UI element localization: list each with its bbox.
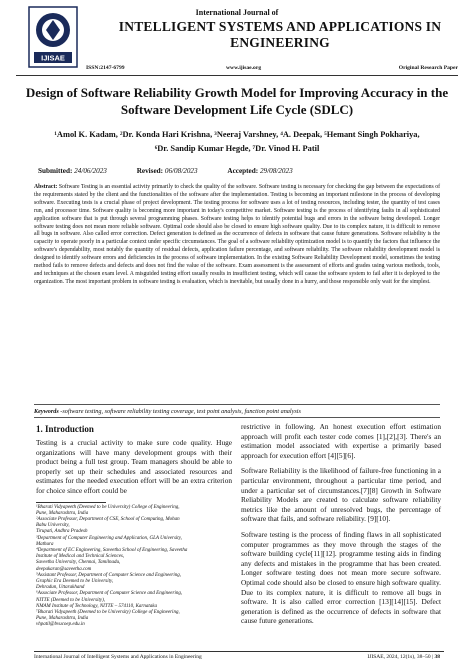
page-number: 38 [434,654,440,660]
affiliation-line: ³Department of Computer Engineering and Application, GLA University, [36,535,182,541]
keywords-text: -software testing, software reliability testing coverage, test point analysis, function point analysis [58,408,301,415]
affiliation-line: NMAM Institute of Technology, NITTE – 574110, Karnataka [36,603,157,609]
intro-paragraph-3: Software Reliability is the likelihood of failure-free functioning in a particular environment, throughout a particular time period, and under a particular set of circumstances.[7][8] Growth in Software Reliability Models are created to calculate software reliability metrics like the amount of unresolved bugs, the percentage of software that fails, and software reliability. [9][10]. [241,466,441,524]
submission-dates [38,167,321,175]
affiliation-line: ⁵Assistant Professor, Department of Computer Science and Engineering, [36,572,182,578]
affiliation-line: ⁴Department of EC Engineering, Saveetha School of Engineering, Saveetha [36,547,188,553]
footer-citation: IJISAE, 2024, 12(1s), 38–50 | 38 [367,654,440,660]
affiliation-line: deepakaran@saveetha.com [36,566,92,572]
affiliation-line: ¹Bharati Vidyapeeth (Deemed to be University) College of Engineering, [36,504,180,510]
accepted-date: Accepted: 29/08/2023 [227,167,293,175]
abstract-text: Software Testing is an essential activity primarily to check the quality of the software. Software testing is necessary for checking the gap between the expectations of the requirements stated by the client and the functionalities of the software after the implementation. Testing is becoming an important milestone in the process of developing software. Executing tests is a crucial phase of project development. The testing process for software uses a lot of testing resources, including tester, the quantity of test cases run, and processor time. Software quality is becoming more important in today's competitive market. Software testing is the process of identifying faults in all sophisticated application software that is put through several programming phases. Software testing helps to identify potential bugs and errors in the software being developed. Longer software testing does not mean more reliable software. Optimal code should also be closed to ensure high software quality. Due to its complex nature, it is difficult to remove all bugs in software. Also called error correction. Defect generation is defined as the occurrence of defects in software that cause future generations. Software reliability is the capacity to operate poorly in a particular context under specific circumstances. The goal of a software reliability optimization model is to quantify the factors that influence the software's dependability, most notably the quantity of residual defects, application failure percentage, and software reliability. The software reliability development model is designed to identify software errors and deficiencies in the process of software implementation. In the existing Software Reliability Development model, sometimes the testing method fails to remove defects and defects and does not find the value of the software. Exam assessment is the assessment of efforts and grades using various methods, tools, and techniques at the chosen exam level. A misguided testing effort usually results in insufficient testing, which will cause the software system to fail after it is deployed to the organization. The most important problem in software testing is evaluation, which is inevitable, but usually done in a hurry, and those responsible only wait for the simplest. [34,184,440,285]
intro-paragraph-1: Testing is a crucial activity to make sure code quality. Huge organizations will have many development groups with their product being a full test group. Team managers should be able to properly set up their schedules and associated resources and estimates for the needed execution effort will be an extra criterion for choice since effort could be [36,438,232,495]
abstract [34,184,440,287]
affiliation-line: Institute of Medical and Technical Sciences, [36,554,125,560]
keywords-label: Keywords [34,408,59,415]
logo-text: IJISAE [41,53,65,63]
paper-title: Design of Software Reliability Growth Model for Improving Accuracy in the Software Development Life Cycle (SDLC) [25,85,449,117]
submitted-date: Submitted: 24/06/2023 [38,167,107,175]
journal-url[interactable]: www.ijisae.org [226,65,262,71]
affiliation-line: Tirupati, Andhra Pradesh [36,529,88,535]
section-heading-introduction: 1. Introduction [36,424,94,434]
author-list [20,128,454,156]
intro-paragraph-2: restrictive in following. An honest execution effort estimation approach will profit each tester code comes [1],[2],[3]. There's an estimation model associated with expertise a primarily based approach for execution effort [4][5][6]. [241,422,441,460]
footnote-rule [36,502,106,503]
affiliation-line: Pune, Maharashtra, India [36,510,89,516]
affiliation-line: Graphic Era Deemed to be University, [36,579,114,584]
affiliation-line: Dehradun, Uttarakhand [36,585,85,591]
journal-name-line1: International Journal of [195,8,279,17]
affiliation-line: NITTE (Deemed to be University), [36,597,106,603]
affiliation-line: Mathura [36,541,54,547]
journal-name-line2: INTELLIGENT SYSTEMS AND APPLICATIONS IN ENGINEERING [118,19,442,50]
affiliation-line: ⁷Bharati Vidyapeeth (Deemed to be University) College of Engineering, [36,610,180,616]
author-affiliations [36,505,232,629]
intro-paragraph-4: Software testing is the process of finding flaws in all sophisticated computer programmes as they move through the stages of the software building cycle[11][12]. programme testing aids in finding any defects and mistakes in the programme that has been created. Longer software testing does not mean more secure software. Optimal code should also be closed to ensure high software quality. Due to its complex nature, it is difficult to remove all bugs in software. It is also called error correction [13][14][15]. Defect generation is defined as the occurrence of defects in software that cause future generations. [241,529,441,626]
left-column [36,424,232,629]
affiliation-line: ⁶Associate Professor, Department of Computer Science and Engineering, [36,591,183,597]
right-column [241,422,441,632]
footer-journal-name: International Journal of Intelligent Systems and Applications in Engineering [34,654,202,660]
journal-header [0,0,474,76]
affiliation-line: Pune, Maharashtra, India [36,616,89,622]
keywords [34,408,301,415]
header-divider [16,75,458,76]
paper-type: Original Research Paper [398,65,458,71]
abstract-label: Abstract: [34,184,58,190]
affiliation-line: vhpatil@bvucoep.edu.in [36,622,85,628]
revised-date: Revised: 06/08/2023 [136,167,198,175]
authors-line-1: ¹Amol K. Kadam, ²Dr. Konda Hari Krishna, ³Neeraj Varshney, ⁴A. Deepak, ⁵Hemant Singh Pokhariya, [54,130,420,139]
footer-rule [34,651,444,652]
authors-line-2: ⁶Dr. Sandip Kumar Hegde, ⁷Dr. Vinod H. Patil [154,144,320,153]
affiliation-line: ²Associate Professor, Department of CSE, School of Computing, Mohan [36,516,180,522]
issn: ISSN:2147-6799 [86,65,125,71]
keywords-bottom-rule [34,417,440,418]
keywords-top-rule [34,404,440,405]
affiliation-line: Saveetha University, Chennai, Tamilnadu, [36,560,121,566]
affiliation-line: Babu University, [36,523,70,529]
